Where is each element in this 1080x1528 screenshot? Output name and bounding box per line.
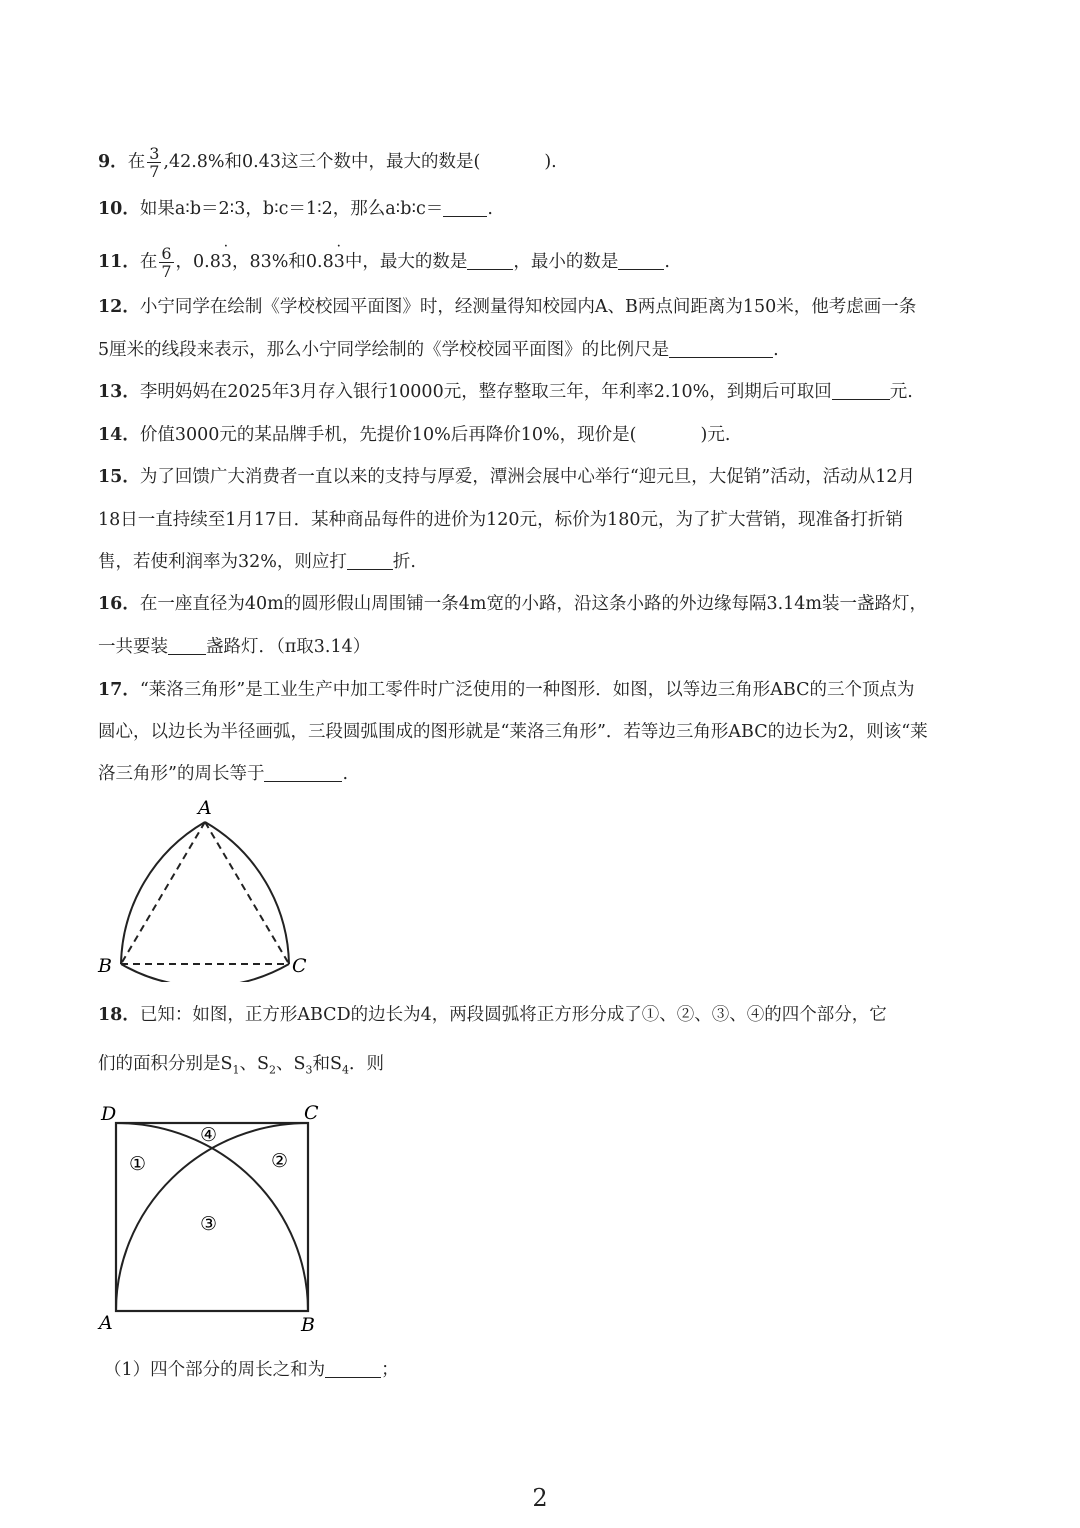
question-10	[98, 197, 992, 221]
subscript: 2	[269, 1063, 276, 1077]
label-c: C	[292, 955, 307, 977]
question-number: 17．	[98, 680, 140, 700]
text: （1）四个部分的周长之和为	[104, 1360, 326, 1380]
question-15-line-2	[98, 508, 992, 532]
label-b: B	[301, 1314, 315, 1336]
text: .	[487, 199, 493, 219]
fraction-3-7	[147, 145, 161, 180]
question-number: 18．	[98, 1005, 140, 1025]
text: 、S	[276, 1054, 306, 1074]
question-18-line-2	[98, 1052, 992, 1083]
question-15-line-3	[98, 550, 992, 574]
denominator: 7	[149, 162, 160, 181]
text: 和S	[312, 1054, 342, 1074]
text: 、S	[239, 1054, 269, 1074]
side-ab	[121, 822, 205, 964]
answer-blank[interactable]	[669, 339, 773, 358]
question-14	[98, 423, 992, 447]
text: ,42.8%和0.43这三个数中，最大的数是(	[163, 152, 481, 172]
text: .	[664, 252, 670, 272]
region-4-label: ④	[200, 1124, 218, 1146]
answer-blank[interactable]	[168, 636, 206, 655]
text: ，0.8	[175, 252, 221, 272]
text: 们的面积分别是S	[98, 1054, 233, 1074]
answer-blank[interactable]	[264, 763, 342, 782]
side-ac	[205, 822, 289, 964]
text: 18日一直持续至1月17日．某种商品每件的进价为120元，标价为180元，为了扩大营销，现准备打折销	[98, 510, 903, 530]
question-13	[98, 380, 992, 404]
text: 圆心，以边长为半径画弧，三段圆弧围成的图形就是“莱洛三角形”．若等边三角形ABC的边长为2，则该“莱	[98, 722, 928, 742]
text: )元.	[700, 425, 731, 445]
answer-blank[interactable]	[325, 1359, 381, 1378]
numerator: 3	[149, 144, 160, 163]
subscript: 3	[305, 1063, 313, 1077]
text: 元.	[889, 382, 913, 402]
repeating-digit: 3 ˙	[334, 252, 345, 272]
label-a: A	[198, 797, 212, 819]
question-number: 11．	[98, 252, 140, 272]
fraction-6-7	[159, 245, 173, 280]
question-15-line-1	[98, 465, 992, 489]
question-number: 10．	[98, 199, 140, 219]
answer-blank[interactable]	[832, 381, 890, 400]
square-arcs-figure	[90, 1095, 340, 1340]
question-17-line-3	[98, 762, 992, 786]
text: ．则	[349, 1054, 384, 1074]
question-number: 15．	[98, 467, 140, 487]
arc-bc	[121, 964, 289, 982]
subscript: 4	[342, 1063, 349, 1077]
page-number: 2	[532, 1484, 548, 1512]
text: 小宁同学在绘制《学校校园平面图》时，经测量得知校园内A、B两点间距离为150米，他考虑画一条	[139, 297, 917, 317]
text: 在	[139, 252, 158, 272]
text: 一共要装	[98, 637, 168, 657]
text: 在一座直径为40m的圆形假山周围铺一条4m宽的小路，沿这条小路的外边缘每隔3.14m装一盏路灯，	[139, 594, 928, 614]
text: “莱洛三角形”是工业生产中加工零件时广泛使用的一种图形．如图，以等边三角形ABC的三个顶点为	[139, 680, 915, 700]
question-17-line-1	[98, 678, 992, 702]
question-17-line-2	[98, 720, 992, 744]
answer-blank-min[interactable]	[618, 251, 664, 270]
question-11	[98, 245, 992, 280]
text: 5厘米的线段来表示，那么小宁同学绘制的《学校校园平面图》的比例尺是	[98, 340, 670, 360]
text: 如果a∶b＝2∶3，b∶c＝1∶2，那么a∶b∶c＝	[139, 199, 444, 219]
text: 价值3000元的某品牌手机，先提价10%后再降价10%，现价是(	[139, 425, 637, 445]
region-2-label: ②	[271, 1150, 289, 1172]
text: 中，最大的数是	[344, 252, 468, 272]
text: 已知：如图，正方形ABCD的边长为4，两段圆弧将正方形分成了①、②、③、④的四个部分，它	[139, 1005, 887, 1025]
text: 售，若使利润率为32%，则应打	[98, 552, 347, 572]
text: 盏路灯．（π取3.14）	[206, 637, 371, 657]
text: 在	[127, 152, 146, 172]
question-18-line-1	[98, 1003, 992, 1027]
label-c: C	[304, 1102, 319, 1124]
text: ，83%和0.8	[232, 252, 334, 272]
region-1-label: ①	[129, 1153, 147, 1175]
text: ；	[381, 1360, 399, 1380]
label-d: D	[101, 1103, 117, 1125]
question-12-line-2	[98, 338, 992, 362]
label-b: B	[98, 955, 112, 977]
text: 折.	[392, 552, 416, 572]
question-number: 12．	[98, 297, 140, 317]
question-18-part-1	[104, 1358, 992, 1382]
subscript: 1	[232, 1063, 240, 1077]
question-number: 9．	[98, 152, 128, 172]
label-a: A	[99, 1312, 113, 1334]
reuleaux-triangle-figure	[90, 792, 330, 982]
question-number: 16．	[98, 594, 140, 614]
denominator: 7	[161, 262, 172, 281]
text: ).	[544, 152, 557, 172]
answer-blank[interactable]	[443, 198, 487, 217]
text: .	[773, 340, 779, 360]
answer-blank-max[interactable]	[467, 251, 513, 270]
text: 洛三角形”的周长等于	[98, 764, 265, 784]
text: 李明妈妈在2025年3月存入银行10000元，整存整取三年，年利率2.10%，到期后可取回	[139, 382, 832, 402]
question-12-line-1	[98, 295, 992, 319]
answer-blank[interactable]	[347, 551, 393, 570]
numerator: 6	[161, 244, 172, 263]
text: .	[342, 764, 349, 784]
repeating-digit: 3 ˙	[221, 252, 232, 272]
question-16-line-2	[98, 635, 992, 659]
text: 为了回馈广大消费者一直以来的支持与厚爱，潭洲会展中心举行“迎元旦，大促销”活动，活动从12月	[139, 467, 916, 487]
question-16-line-1	[98, 592, 992, 616]
question-number: 14．	[98, 425, 140, 445]
region-3-label: ③	[200, 1213, 218, 1235]
text: ，最小的数是	[513, 252, 619, 272]
question-number: 13．	[98, 382, 140, 402]
question-9	[98, 145, 992, 180]
